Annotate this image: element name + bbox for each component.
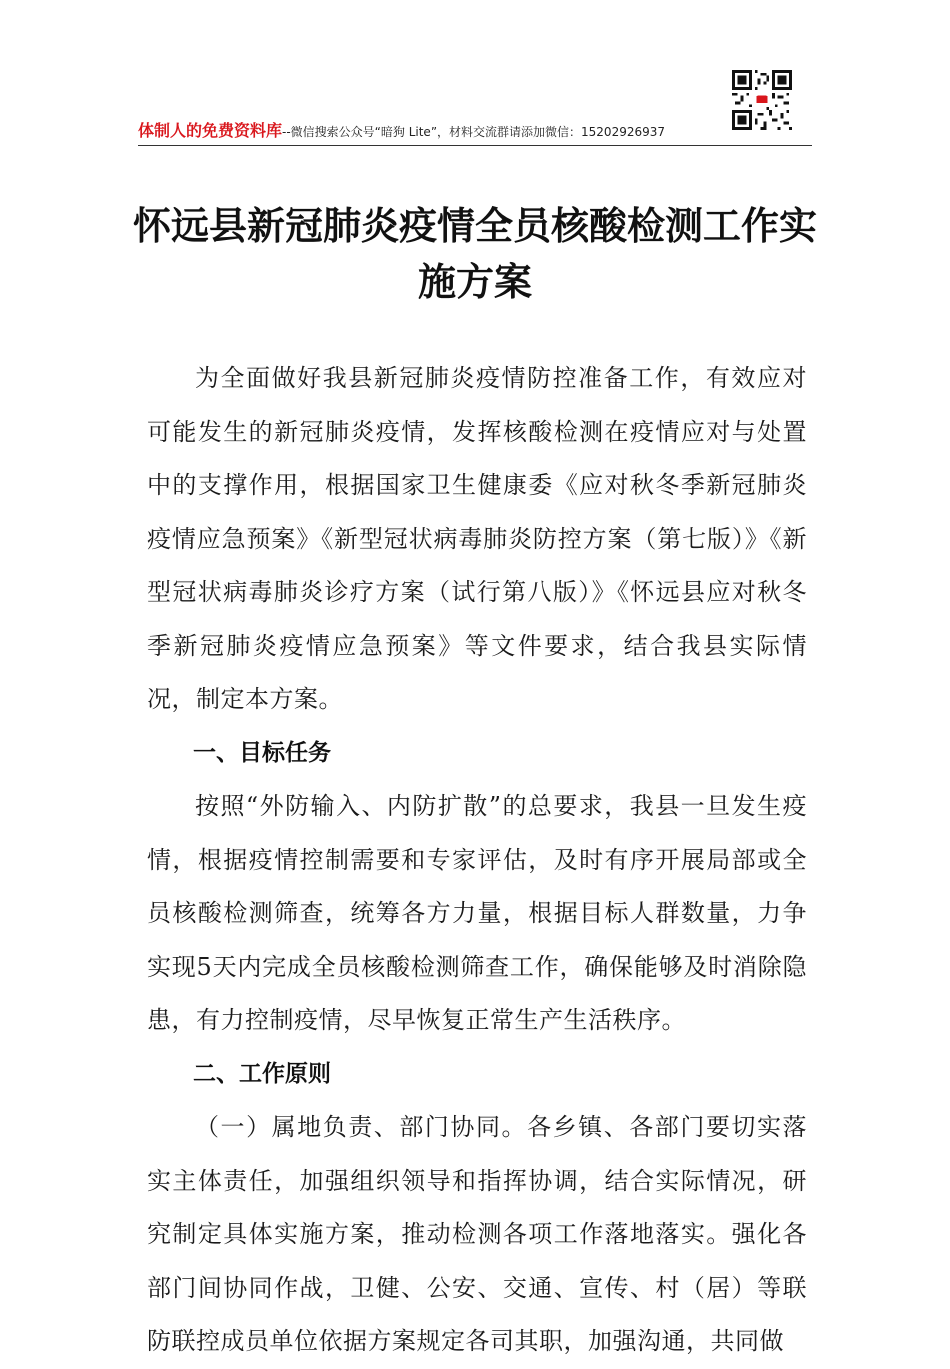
section-1-paragraph: 按照“外防输入、内防扩散”的总要求，我县一旦发生疫情，根据疫情控制需要和专家评估，及时有序开展局部或全员核酸检测筛查，统筹各方力量，根据目标人群数量，力争实现5天内完成全员核酸检测筛查工作，确保能够及时消除隐患，有力控制疫情，尽早恢复正常生产生活秩序。 — [147, 792, 807, 1034]
qr-code-icon — [732, 70, 792, 130]
brand-name: 体制人的免费资料库 — [138, 121, 283, 140]
document-title: 怀远县新冠肺炎疫情全员核酸检测工作实施方案 — [132, 203, 817, 304]
intro-paragraph: 为全面做好我县新冠肺炎疫情防控准备工作，有效应对可能发生的新冠肺炎疫情，发挥核酸检测在疫情应对与处置中的支撑作用，根据国家卫生健康委《应对秋冬季新冠肺炎疫情应急预案》《新型冠状病毒肺炎防控方案（第七版）》《新型冠状病毒肺炎诊疗方案（试行第八版）》《怀远县应对秋冬季新冠肺炎疫情应急预案》等文件要求，结合我县实际情况，制定本方案。 — [147, 364, 807, 713]
document-body — [147, 352, 807, 1369]
section-heading-2: 二、工作原则 — [193, 1060, 331, 1087]
header-tagline: --微信搜索公众号“暗狗 Lite”，材料交流群请添加微信：15202926937 — [282, 125, 666, 139]
section-2-item-1-paragraph: （一）属地负责、部门协同。各乡镇、各部门要切实落实主体责任，加强组织领导和指挥协调，结合实际情况，研究制定具体实施方案，推动检测各项工作落地落实。强化各部门间协同作战，卫健、公安、交通、宣传、村（居）等联防联控成员单位依据方案规定各司其职，加强沟通，共同做 — [147, 1113, 807, 1355]
page-header — [138, 70, 812, 146]
section-heading-1: 一、目标任务 — [193, 739, 331, 766]
header-banner — [138, 120, 665, 143]
header-rule — [138, 145, 812, 146]
